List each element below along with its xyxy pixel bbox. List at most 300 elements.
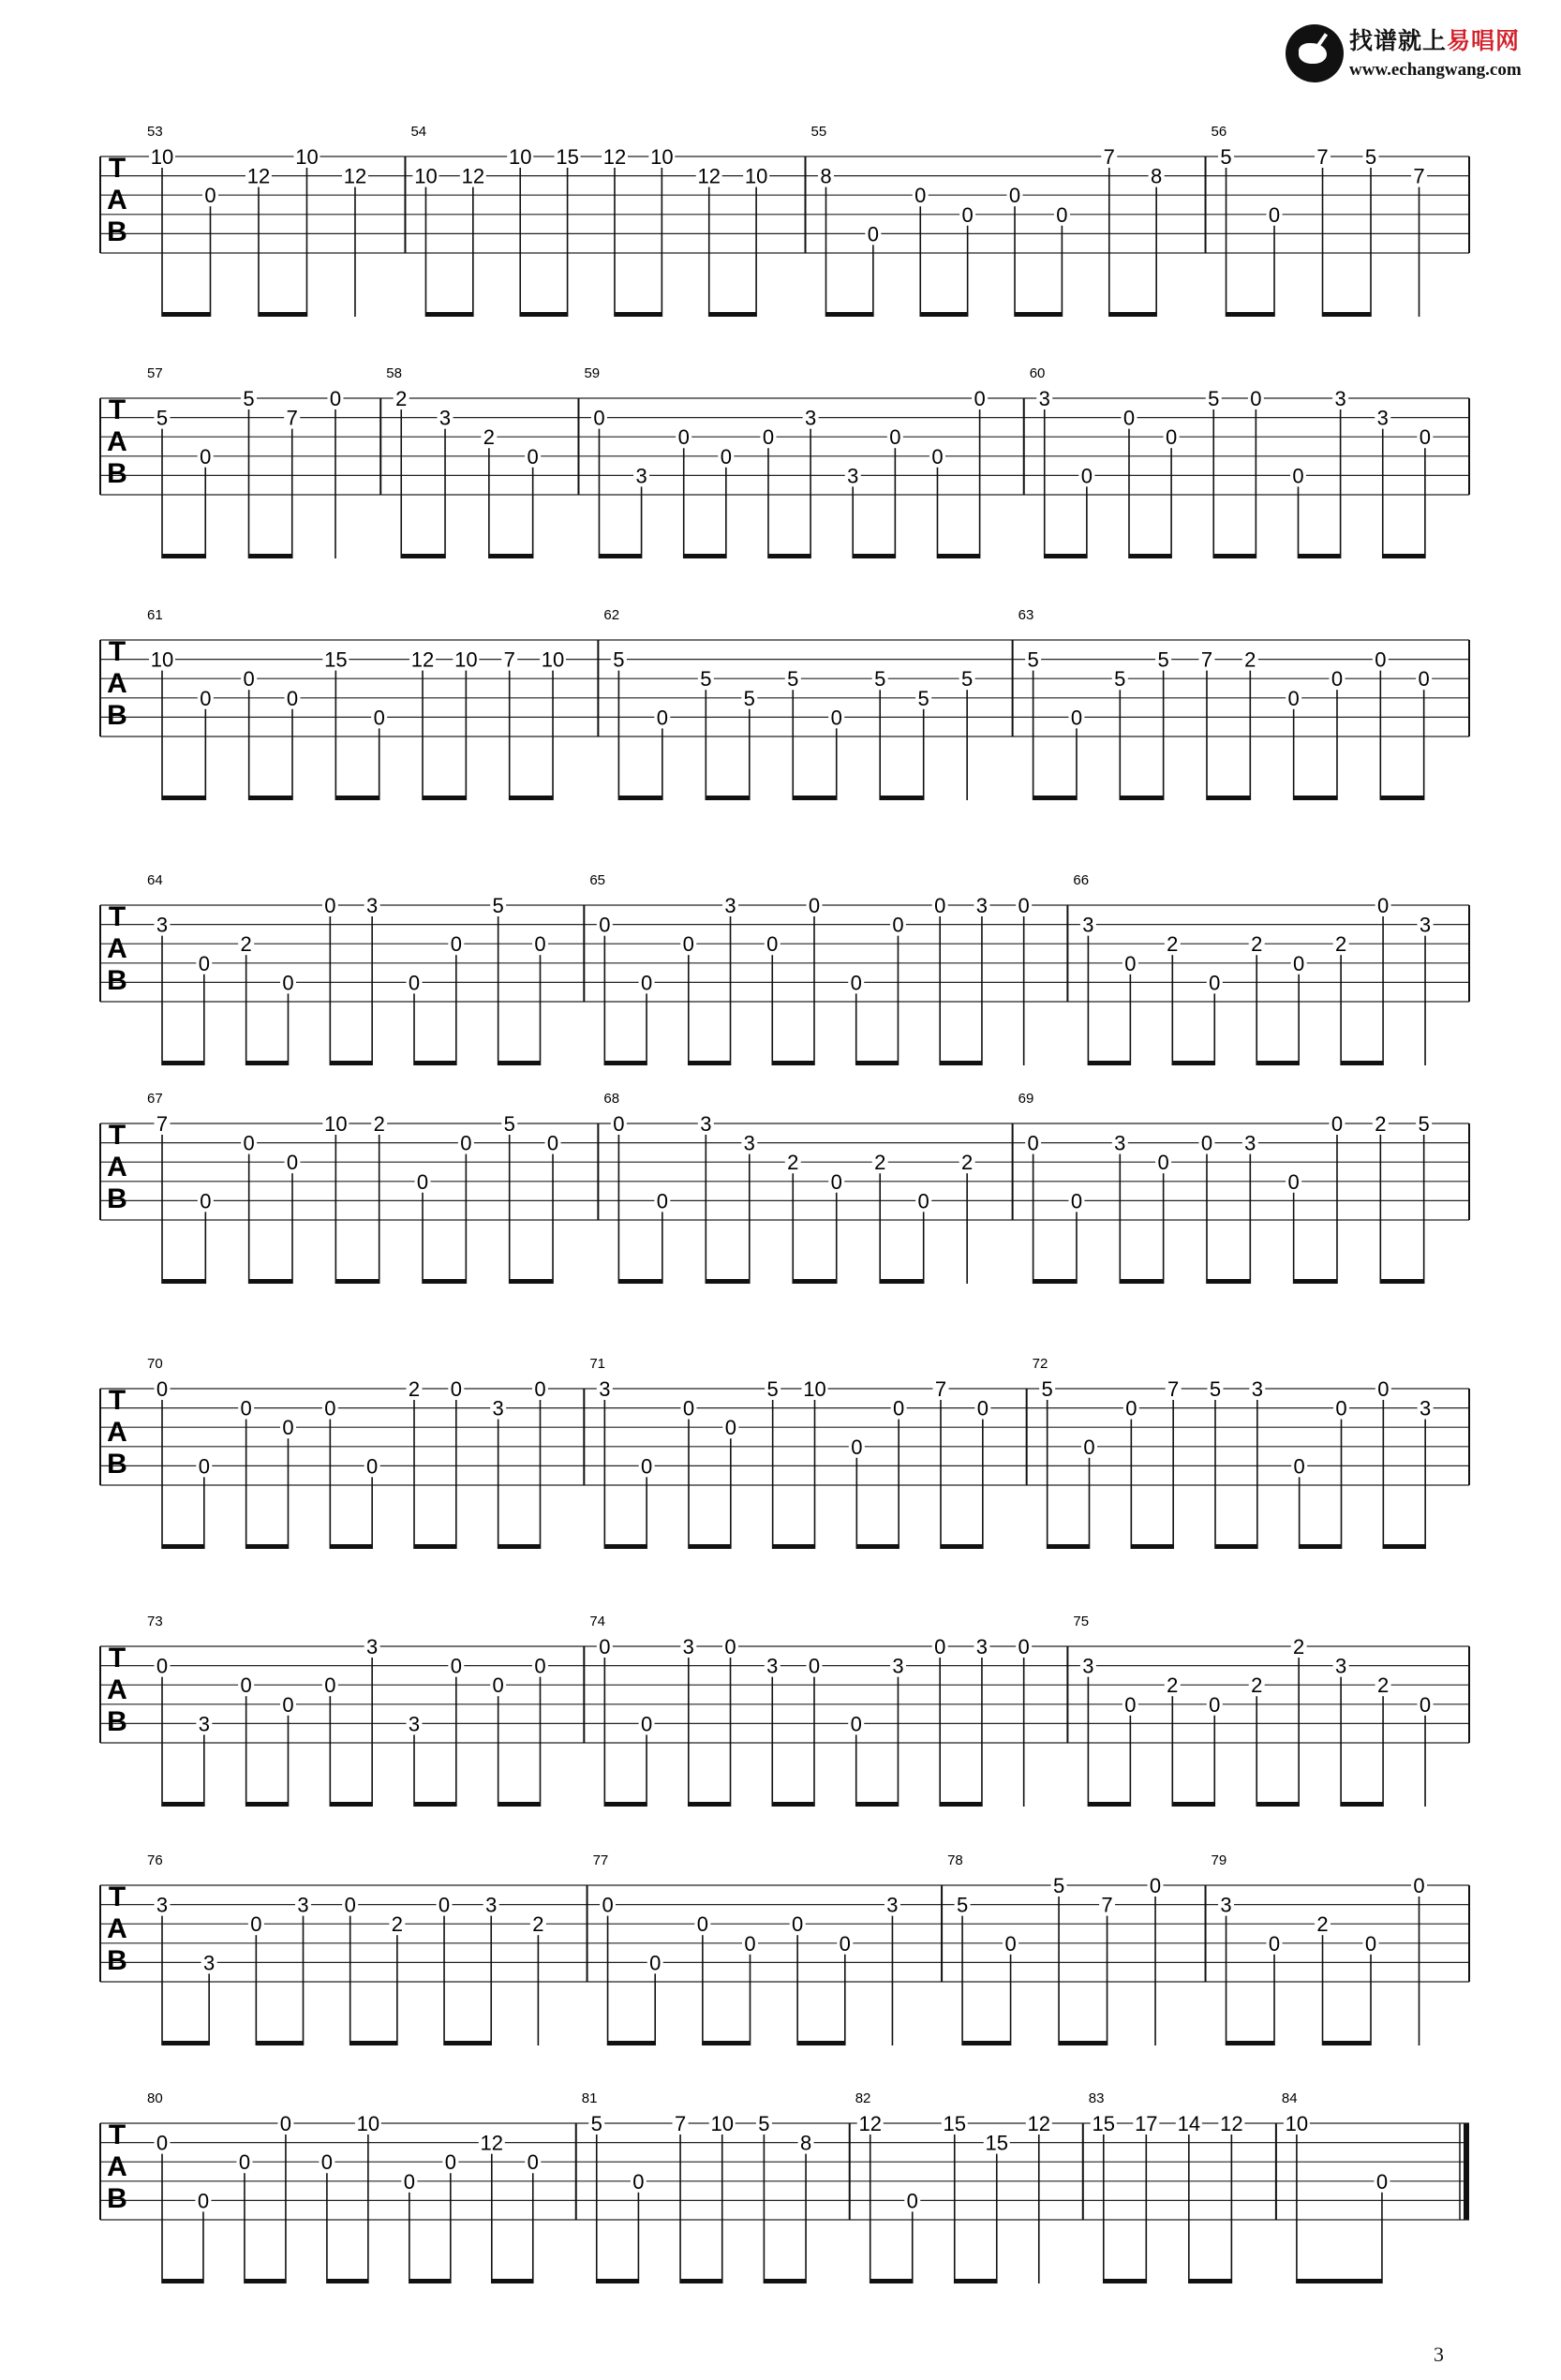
- fret-number: 3: [1220, 1893, 1232, 1917]
- fret-number: 10: [356, 2112, 380, 2135]
- fret-number: 5: [613, 647, 625, 672]
- note-beam: [941, 1544, 983, 1549]
- fret-number: 0: [632, 2169, 645, 2194]
- fret-number: 15: [324, 647, 348, 672]
- tab-clef-letter: B: [107, 1945, 127, 1976]
- fret-number: 0: [830, 706, 842, 730]
- fret-number: 0: [1418, 667, 1430, 692]
- fret-number: 0: [200, 686, 212, 710]
- fret-number: 2: [874, 1151, 886, 1175]
- fret-number: 0: [408, 971, 421, 995]
- fret-number: 8: [799, 2131, 812, 2155]
- fret-number: 0: [344, 1893, 356, 1917]
- fret-number: 3: [156, 1893, 169, 1917]
- fret-number: 12: [343, 164, 367, 188]
- note-beam: [1088, 1802, 1130, 1807]
- fret-number: 0: [850, 971, 862, 995]
- fret-number: 3: [1114, 1131, 1126, 1155]
- note-beam: [246, 1061, 289, 1065]
- fret-number: 12: [602, 145, 627, 169]
- fret-number: 10: [414, 164, 438, 188]
- fret-number: 2: [1167, 932, 1179, 957]
- fret-number: 2: [408, 1377, 421, 1401]
- measure-number: 60: [1029, 365, 1046, 381]
- fret-number: 5: [1041, 1377, 1053, 1401]
- fret-number: 0: [329, 387, 342, 410]
- fret-number: 3: [492, 1396, 504, 1421]
- measure-number: 77: [592, 1852, 609, 1868]
- fret-number: 5: [758, 2112, 770, 2135]
- fret-number: 0: [892, 913, 904, 937]
- fret-number: 8: [1151, 164, 1163, 188]
- measure-number: 67: [147, 1091, 163, 1107]
- logo-url: www.echangwang.com: [1349, 60, 1522, 80]
- note-beam: [856, 1802, 899, 1807]
- note-beam: [709, 312, 756, 317]
- note-beam: [330, 1802, 372, 1807]
- note-beam: [1109, 312, 1156, 317]
- fret-number: 7: [1101, 1893, 1113, 1917]
- fret-number: 0: [1335, 1396, 1347, 1421]
- fret-number: 10: [744, 164, 768, 188]
- tab-clef-letter: B: [107, 216, 127, 247]
- note-beam: [330, 1544, 372, 1549]
- note-beam: [920, 312, 967, 317]
- fret-number: 0: [324, 1396, 336, 1421]
- note-beam: [1297, 2279, 1382, 2283]
- fret-number: 12: [1220, 2112, 1243, 2135]
- note-beam: [962, 2041, 1010, 2045]
- fret-number: 0: [444, 2150, 456, 2175]
- note-beam: [1341, 1061, 1383, 1065]
- fret-number: 2: [1376, 1673, 1390, 1698]
- fret-number: 0: [324, 894, 336, 917]
- fret-number: 0: [599, 913, 611, 937]
- note-beam: [1256, 1802, 1299, 1807]
- note-beam: [259, 312, 306, 317]
- fret-number: 2: [1293, 1635, 1305, 1659]
- note-beam: [444, 2041, 491, 2045]
- fret-number: 0: [324, 1673, 336, 1698]
- fret-number: 0: [792, 1912, 804, 1937]
- fret-number: 10: [150, 145, 174, 169]
- tab-clef-letter: A: [107, 426, 127, 457]
- tab-clef-letter: B: [107, 700, 127, 731]
- fret-number: 2: [373, 1112, 385, 1136]
- fret-number: 17: [1135, 2112, 1158, 2135]
- note-beam: [856, 1544, 899, 1549]
- note-beam: [826, 312, 873, 317]
- fret-number: 3: [1082, 913, 1094, 937]
- note-beam: [604, 1802, 647, 1807]
- note-beam: [414, 1544, 456, 1549]
- note-beam: [414, 1802, 456, 1807]
- fret-number: 0: [1268, 202, 1281, 227]
- fret-number: 7: [286, 406, 298, 430]
- fret-number: 3: [975, 1635, 989, 1659]
- fret-number: 0: [534, 1654, 546, 1678]
- note-beam: [680, 2279, 722, 2283]
- measure-number: 81: [581, 2090, 598, 2106]
- fret-number: 10: [650, 145, 674, 169]
- fret-number: 0: [450, 1654, 462, 1678]
- note-beam: [162, 2279, 203, 2283]
- fret-number: 3: [485, 1893, 498, 1917]
- fret-number: 5: [700, 667, 712, 692]
- fret-number: 15: [556, 145, 579, 169]
- measure-number: 84: [1281, 2090, 1298, 2106]
- note-beam: [1298, 554, 1340, 558]
- tab-clef-letter: A: [107, 1674, 127, 1705]
- fret-number: 8: [820, 164, 832, 188]
- note-beam: [350, 2041, 397, 2045]
- note-beam: [1131, 1544, 1173, 1549]
- fret-number: 12: [697, 164, 721, 188]
- fret-number: 0: [282, 971, 294, 995]
- fret-number: 0: [1377, 1377, 1390, 1401]
- note-beam: [772, 1802, 814, 1807]
- fret-number: 0: [677, 425, 690, 450]
- tab-clef-letter: T: [108, 1882, 126, 1912]
- tab-clef-letter: B: [107, 1706, 127, 1737]
- note-beam: [423, 1279, 466, 1284]
- note-beam: [703, 2041, 751, 2045]
- note-beam: [689, 1544, 731, 1549]
- measure-number: 68: [603, 1091, 620, 1107]
- fret-number: 0: [240, 1396, 252, 1421]
- fret-number: 0: [1080, 464, 1093, 488]
- fret-number: 0: [320, 2150, 334, 2175]
- note-beam: [853, 554, 895, 558]
- note-beam: [1104, 2279, 1147, 2283]
- fret-number: 0: [243, 1131, 255, 1155]
- tab-clef-letter: T: [108, 636, 126, 667]
- fret-number: 3: [975, 894, 989, 917]
- fret-number: 10: [803, 1377, 826, 1401]
- fret-number: 3: [1334, 387, 1346, 410]
- note-beam: [409, 2279, 451, 2283]
- fret-number: 0: [527, 444, 539, 469]
- measure-number: 80: [147, 2090, 163, 2106]
- fret-number: 0: [931, 444, 944, 469]
- measure-number: 63: [1018, 607, 1034, 623]
- fret-number: 0: [917, 1189, 929, 1213]
- fret-number: 0: [696, 1912, 708, 1937]
- fret-number: 0: [460, 1131, 472, 1155]
- fret-number: 0: [1122, 406, 1136, 430]
- note-beam: [880, 1279, 923, 1284]
- fret-number: 0: [1293, 951, 1305, 975]
- measure-number: 65: [589, 872, 606, 888]
- note-beam: [162, 1061, 204, 1065]
- note-beam: [1215, 1544, 1257, 1549]
- note-beam: [1033, 796, 1077, 800]
- note-beam: [1341, 1802, 1383, 1807]
- fret-number: 0: [1250, 387, 1262, 410]
- note-beam: [1383, 554, 1425, 558]
- tab-clef-letter: T: [108, 1643, 126, 1673]
- fret-number: 5: [956, 1893, 969, 1917]
- measure-number: 54: [410, 124, 427, 140]
- fret-number: 5: [1052, 1874, 1065, 1897]
- fret-number: 2: [391, 1912, 403, 1937]
- fret-number: 2: [1167, 1673, 1179, 1698]
- measure-number: 66: [1073, 872, 1090, 888]
- fret-number: 0: [656, 706, 668, 730]
- fret-number: 0: [1331, 667, 1344, 692]
- note-beam: [498, 1544, 541, 1549]
- fret-number: 0: [1375, 2169, 1389, 2194]
- tab-clef-letter: A: [107, 1913, 127, 1944]
- note-beam: [162, 2041, 209, 2045]
- fret-number: 0: [720, 444, 732, 469]
- note-beam: [955, 2279, 997, 2283]
- tab-clef-letter: A: [107, 1417, 127, 1448]
- tab-clef-letter: B: [107, 1183, 127, 1214]
- fret-number: 0: [1083, 1435, 1095, 1459]
- fret-number: 0: [682, 1396, 695, 1421]
- note-beam: [249, 796, 292, 800]
- note-beam: [256, 2041, 303, 2045]
- fret-number: 0: [906, 2189, 918, 2213]
- fret-number: 0: [839, 1931, 851, 1956]
- fret-number: 0: [438, 1893, 451, 1917]
- fret-number: 0: [744, 1931, 756, 1956]
- fret-number: 3: [804, 406, 817, 430]
- fret-number: 0: [974, 387, 986, 410]
- note-beam: [162, 796, 205, 800]
- measure-number: 72: [1032, 1356, 1048, 1372]
- note-beam: [248, 554, 291, 558]
- note-beam: [492, 2279, 533, 2283]
- fret-number: 0: [1268, 1931, 1281, 1956]
- fret-number: 2: [1251, 1673, 1263, 1698]
- fret-number: 10: [454, 647, 478, 672]
- fret-number: 0: [1209, 971, 1221, 995]
- measure-number: 76: [147, 1852, 163, 1868]
- note-beam: [1120, 796, 1163, 800]
- fret-number: 3: [1038, 387, 1050, 410]
- fret-number: 0: [286, 686, 299, 710]
- tab-clef-letter: A: [107, 1152, 127, 1183]
- fret-number: 0: [534, 1377, 546, 1401]
- tab-clef-letter: T: [108, 1385, 126, 1416]
- fret-number: 3: [743, 1131, 755, 1155]
- fret-number: 5: [1364, 145, 1377, 169]
- tab-clef-letter: T: [108, 901, 126, 932]
- fret-number: 0: [1376, 894, 1390, 917]
- fret-number: 0: [546, 1131, 559, 1155]
- note-beam: [604, 1544, 647, 1549]
- fret-number: 0: [286, 1151, 299, 1175]
- fret-number: 0: [243, 667, 255, 692]
- fret-number: 3: [297, 1893, 309, 1917]
- note-beam: [335, 1279, 379, 1284]
- fret-number: 0: [649, 1951, 662, 1975]
- fret-number: 2: [240, 932, 252, 957]
- fret-number: 5: [243, 387, 255, 410]
- fret-number: 5: [156, 406, 169, 430]
- fret-number: 0: [1124, 951, 1137, 975]
- fret-number: 0: [1209, 1692, 1221, 1717]
- fret-number: 2: [532, 1912, 544, 1937]
- note-beam: [797, 2041, 845, 2045]
- fret-number: 2: [1375, 1112, 1387, 1136]
- note-beam: [1207, 1279, 1250, 1284]
- note-beam: [520, 312, 567, 317]
- fret-number: 14: [1177, 2112, 1201, 2135]
- note-beam: [856, 1061, 899, 1065]
- fret-number: 7: [934, 1377, 947, 1401]
- fret-number: 0: [204, 184, 216, 208]
- note-beam: [793, 1279, 836, 1284]
- fret-number: 3: [439, 406, 452, 430]
- measure-number: 69: [1018, 1091, 1034, 1107]
- note-beam: [498, 1061, 541, 1065]
- note-beam: [1323, 2041, 1371, 2045]
- fret-number: 0: [534, 932, 546, 957]
- fret-number: 0: [527, 2150, 539, 2175]
- tab-clef-letter: A: [107, 185, 127, 216]
- note-beam: [1300, 1544, 1342, 1549]
- note-beam: [1059, 2041, 1107, 2045]
- fret-number: 10: [324, 1112, 348, 1136]
- measure-number: 62: [603, 607, 620, 623]
- fret-number: 0: [1018, 1635, 1030, 1659]
- fret-number: 5: [787, 667, 799, 692]
- page-number: 3: [1434, 2343, 1444, 2366]
- fret-number: 12: [1027, 2112, 1051, 2135]
- fret-number: 0: [1149, 1874, 1162, 1897]
- fret-number: 2: [1244, 647, 1256, 672]
- note-beam: [870, 2279, 913, 2283]
- note-beam: [599, 554, 641, 558]
- tab-clef-letter: A: [107, 2151, 127, 2182]
- note-beam: [327, 2279, 368, 2283]
- fret-number: 5: [917, 686, 929, 710]
- fret-number: 0: [1004, 1931, 1017, 1956]
- tab-clef-letter: B: [107, 458, 127, 489]
- fret-number: 3: [1251, 1377, 1263, 1401]
- fret-number: 0: [1027, 1131, 1039, 1155]
- note-beam: [880, 796, 923, 800]
- note-beam: [1189, 2279, 1232, 2283]
- fret-number: 0: [200, 444, 212, 469]
- fret-number: 12: [410, 647, 435, 672]
- fret-number: 7: [1200, 647, 1213, 672]
- fret-number: 0: [867, 222, 880, 246]
- fret-number: 3: [1335, 1654, 1347, 1678]
- fret-number: 0: [766, 932, 779, 957]
- final-barline-thick: [1464, 2123, 1469, 2220]
- fret-number: 0: [1419, 1692, 1432, 1717]
- fret-number: 5: [492, 894, 504, 917]
- fret-number: 3: [724, 894, 736, 917]
- fret-number: 0: [1165, 425, 1178, 450]
- fret-number: 0: [450, 932, 462, 957]
- note-beam: [615, 312, 662, 317]
- fret-number: 7: [1167, 1377, 1180, 1401]
- note-beam: [249, 1279, 292, 1284]
- fret-number: 2: [1251, 932, 1263, 957]
- fret-number: 0: [613, 1112, 625, 1136]
- fret-number: 3: [366, 1635, 379, 1659]
- note-beam: [706, 796, 749, 800]
- measure-number: 53: [147, 124, 163, 140]
- note-beam: [1380, 1279, 1423, 1284]
- fret-number: 0: [200, 1189, 212, 1213]
- measure-number: 70: [147, 1356, 163, 1372]
- fret-number: 0: [366, 1454, 379, 1479]
- fret-number: 0: [1287, 1169, 1300, 1194]
- note-beam: [162, 312, 210, 317]
- note-beam: [940, 1802, 982, 1807]
- fret-number: 5: [1220, 145, 1232, 169]
- logo-text-black: 找谱就上: [1349, 27, 1448, 54]
- note-beam: [773, 1544, 815, 1549]
- fret-number: 0: [403, 2169, 415, 2194]
- fret-number: 10: [295, 145, 319, 169]
- note-beam: [1213, 554, 1256, 558]
- measure-number: 61: [147, 607, 163, 623]
- note-beam: [772, 1061, 814, 1065]
- fret-number: 7: [674, 2112, 687, 2135]
- fret-number: 5: [766, 1377, 779, 1401]
- fret-number: 0: [724, 1635, 736, 1659]
- fret-number: 3: [366, 894, 379, 917]
- fret-number: 5: [1418, 1112, 1430, 1136]
- fret-number: 2: [395, 387, 408, 410]
- fret-number: 0: [961, 202, 974, 227]
- measure-number: 56: [1211, 124, 1227, 140]
- fret-number: 0: [724, 1416, 736, 1440]
- fret-number: 0: [198, 1454, 210, 1479]
- fret-number: 0: [1293, 1454, 1305, 1479]
- fret-number: 0: [934, 1635, 946, 1659]
- fret-number: 0: [1419, 425, 1431, 450]
- note-beam: [684, 554, 726, 558]
- note-beam: [1294, 796, 1337, 800]
- fret-number: 0: [156, 1377, 169, 1401]
- measure-number: 57: [147, 365, 163, 381]
- fret-number: 0: [850, 1712, 862, 1736]
- fret-number: 10: [508, 145, 532, 169]
- tab-clef-letter: B: [107, 2183, 127, 2214]
- fret-number: 0: [1292, 464, 1304, 488]
- fret-number: 0: [893, 1396, 905, 1421]
- fret-number: 12: [461, 164, 485, 188]
- note-beam: [618, 1279, 662, 1284]
- fret-number: 3: [892, 1654, 904, 1678]
- fret-number: 5: [1209, 1377, 1222, 1401]
- note-beam: [1172, 1061, 1214, 1065]
- note-beam: [1172, 1802, 1214, 1807]
- fret-number: 15: [985, 2131, 1009, 2155]
- fret-number: 3: [203, 1951, 216, 1975]
- fret-number: 2: [1335, 932, 1347, 957]
- fret-number: 3: [682, 1635, 694, 1659]
- note-beam: [1383, 1544, 1425, 1549]
- fret-number: 0: [851, 1435, 863, 1459]
- fret-number: 2: [1316, 1912, 1329, 1937]
- fret-number: 5: [1157, 647, 1169, 672]
- fret-number: 0: [808, 1654, 821, 1678]
- note-beam: [489, 554, 533, 558]
- note-beam: [706, 1279, 749, 1284]
- fret-number: 3: [1419, 913, 1432, 937]
- fret-number: 0: [640, 971, 653, 995]
- fret-number: 5: [1208, 387, 1220, 410]
